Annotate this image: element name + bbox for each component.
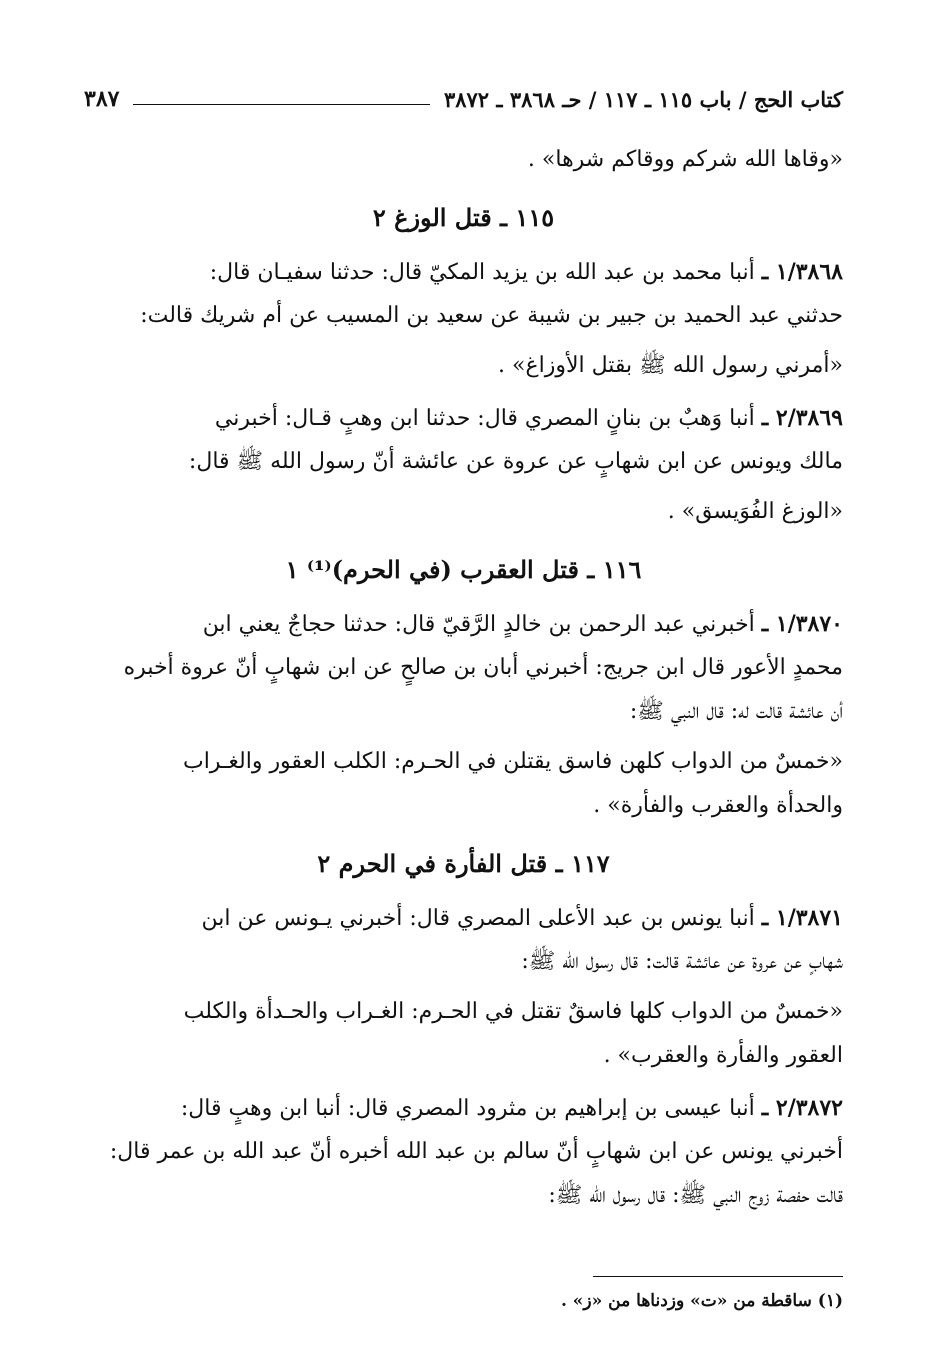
hadith-quote: «خمسٌ من الدواب كلهن فاسق يقتلن في الحـرم: الكلب العقور والغـراب <box>182 749 843 774</box>
hadith-number: ١/٣٨٧١ ـ <box>761 905 843 931</box>
hadith-line <box>84 396 843 440</box>
page-body <box>84 138 843 1218</box>
hadith-number: ٢/٣٨٧٢ ـ <box>761 1095 843 1121</box>
footnote: (١) ساقطة من «ت» وزدناها من «ز» . <box>560 1291 843 1311</box>
hadith-text: أنبا عيسى بن إبراهيم بن مثرود المصري قال: أنبا ابن وهبٍ قال: <box>180 1096 755 1121</box>
hadith-3871 <box>84 896 843 1078</box>
hadith-number: ٢/٣٨٦٩ ـ <box>761 405 843 431</box>
opening-quote-line: «وقاها الله شركم ووقاكم شرها» . <box>527 147 843 172</box>
page-number: ٣٨٧ <box>84 86 120 112</box>
hadith-3870 <box>84 602 843 828</box>
hadith-line <box>84 1086 843 1130</box>
hadith-quote: «الوزغ الفُوَيسق» . <box>667 499 843 524</box>
hadith-text: أنبا محمد بن عبد الله بن يزيد المكيّ قال: حدثنا سفيـان قال: <box>209 260 755 285</box>
hadith-line: أن عائشة قالت له: قال النبي ﷺ: <box>629 699 843 724</box>
hadith-quote: «أمرني رسول الله ﷺ بقتل الأوزاغ» . <box>498 353 843 378</box>
hadith-quote: «خمسٌ من الدواب كلها فاسقٌ تقتل في الحـرم: الغـراب والحـدأة والكلب <box>183 999 843 1024</box>
hadith-3872 <box>84 1086 843 1218</box>
hadith-quote: والحدأة والعقرب والفأرة» . <box>593 793 843 818</box>
footnote-rule <box>593 1276 843 1277</box>
running-header <box>84 84 843 114</box>
hadith-line: أخبرني يونس عن ابن شهابٍ أنّ سالم بن عبد الله أخبره أنّ عبد الله بن عمر قال: <box>109 1139 843 1164</box>
hadith-number: ١/٣٨٧٠ ـ <box>761 611 843 637</box>
header-rule <box>133 104 430 105</box>
hadith-text: أخبرني عبد الرحمن بن خالدٍ الرَّقيّ قال: حدثنا حجاجٌ يعني ابن <box>202 612 755 637</box>
hadith-3869 <box>84 396 843 534</box>
hadith-line: محمدٍ الأعور قال ابن جريج: أخبرني أبان بن صالحٍ عن ابن شهابٍ أنّ عروة أخبره <box>123 655 843 680</box>
hadith-3868 <box>84 250 843 388</box>
hadith-line <box>84 896 843 940</box>
chapter-heading: ١١٧ ـ قتل الفأرة في الحرم ٢ <box>317 849 610 878</box>
chapter-heading: ١١٥ ـ قتل الوزغ ٢ <box>372 203 555 232</box>
chapter-heading: ١١٦ ـ قتل العقرب (في الحرم)⁽¹⁾ ١ <box>285 555 642 584</box>
hadith-line <box>84 250 843 294</box>
hadith-number: ١/٣٨٦٨ ـ <box>761 259 843 285</box>
hadith-line: مالك ويونس عن ابن شهابٍ عن عروة عن عائشة أنّ رسول الله ﷺ قال: <box>188 449 843 474</box>
footnotes <box>84 1276 843 1315</box>
hadith-text: أنبا يونس بن عبد الأعلى المصري قال: أخبرني يـونس عن ابن <box>201 906 755 931</box>
hadith-line: شهابٍ عن عروة عن عائشة قالت: قال رسول الله ﷺ: <box>521 949 843 974</box>
hadith-line: قالت حفصة زوج النبي ﷺ: قال رسول الله ﷺ: <box>548 1183 843 1208</box>
hadith-text: أنبا وَهبٌ بن بنانٍ المصري قال: حدثنا ابن وهبٍ قـال: أخبرني <box>214 406 755 431</box>
hadith-line: حدثني عبد الحميد بن جبير بن شيبة عن سعيد بن المسيب عن أم شريك قالت: <box>140 303 843 328</box>
running-title: كتاب الحج / باب ١١٥ ـ ١١٧ / حـ ٣٨٦٨ ـ ٣٨٧٢ <box>443 86 843 112</box>
hadith-quote: العقور والفأرة والعقرب» . <box>603 1043 843 1068</box>
hadith-line <box>84 602 843 646</box>
